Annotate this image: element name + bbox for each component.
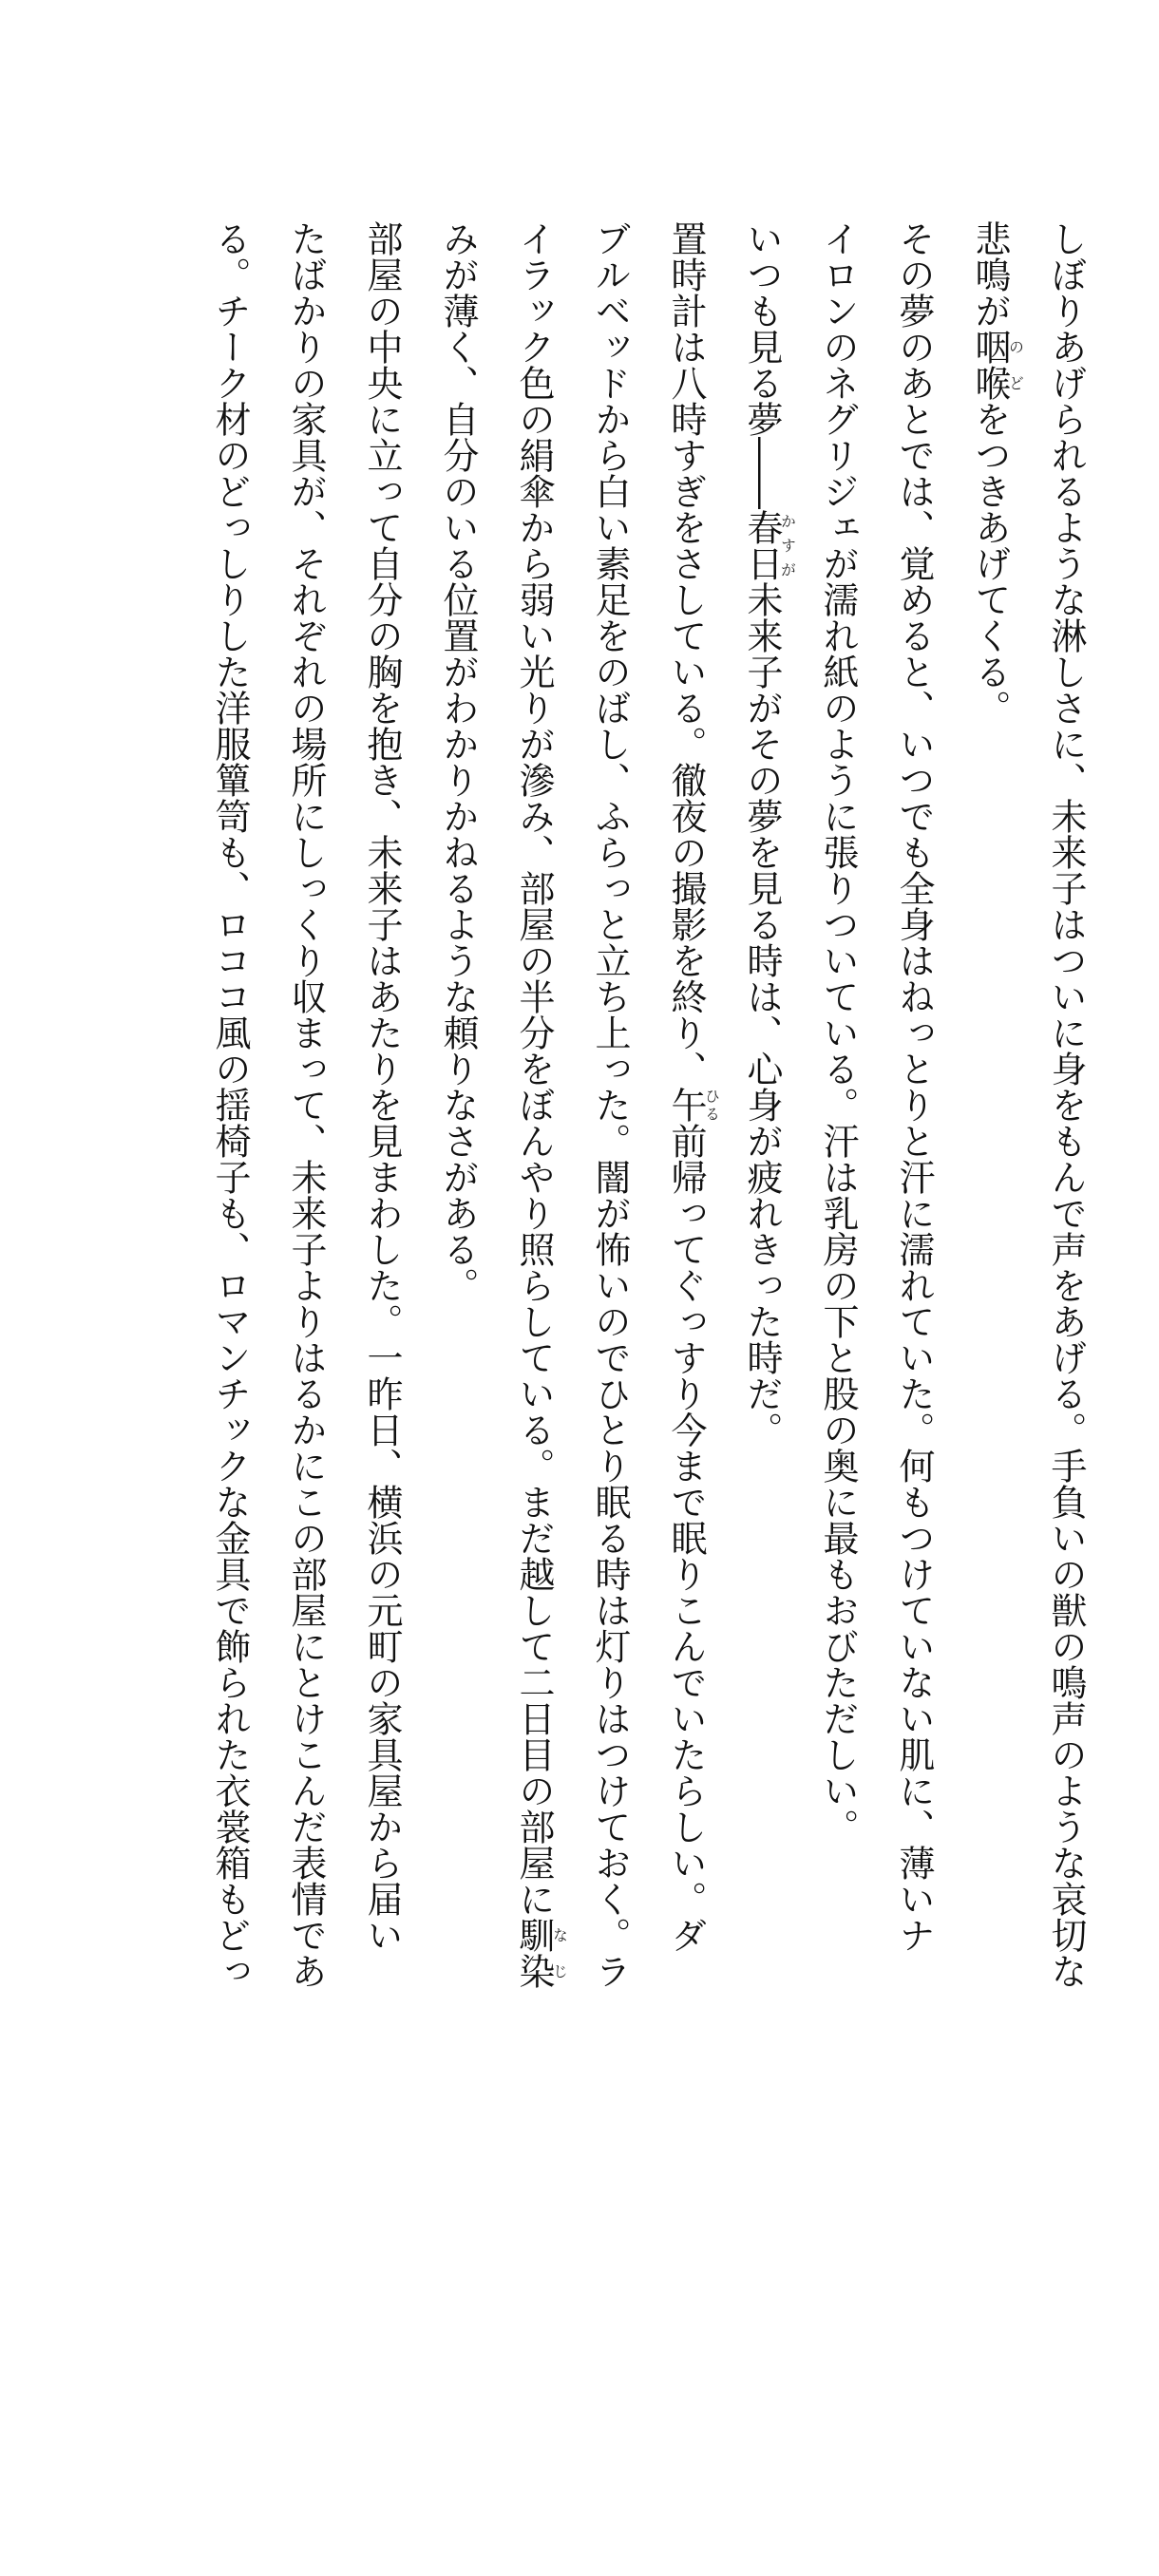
- text-line-8: イラック色の絹傘から弱い光りが滲み、部屋の半分をぼんやり照らしている。まだ越して二日目の部屋に馴染なじ: [513, 220, 569, 1989]
- text-line-1: しぼりあげられるような淋しさに、未来子はついに身をもんで声をあげる。手負いの獣の鳴声のような哀切な: [1045, 220, 1087, 1989]
- ruby-kasuga: 春日かすが: [741, 509, 797, 581]
- text-line-9: みが薄く、自分のいる位置がわかりかねるような頼りなさがある。: [437, 220, 479, 1303]
- ruby-hiru: 午ひる: [665, 1087, 721, 1123]
- ruby-text-hiru: ひる: [702, 1087, 721, 1123]
- text-line-3: その夢のあとでは、覚めると、いつでも全身はねっとりと汗に濡れていた。何もつけていない肌に、薄いナ: [893, 220, 935, 1953]
- ruby-nodo: 咽喉のど: [969, 329, 1025, 401]
- ruby-naji: 馴染なじ: [513, 1917, 569, 1989]
- ruby-text-nodo: のど: [1006, 329, 1025, 401]
- text-line-11: たばかりの家具が、それぞれの場所にしっくり収まって、未来子よりはるかにこの部屋にとけこんだ表情であ: [285, 220, 327, 1989]
- vertical-text-body: [192, 220, 1104, 2538]
- text-line-2: 悲鳴が咽喉のどをつきあげてくる。: [969, 220, 1025, 726]
- ruby-text-kasuga: かすが: [778, 509, 797, 581]
- ruby-text-naji: なじ: [550, 1917, 569, 1989]
- text-line-7: ブルベッドから白い素足をのばし、ふらっと立ち上った。闇が怖いのでひとり眠る時は灯りはつけておく。ラ: [589, 220, 631, 1989]
- text-line-12: る。チーク材のどっしりした洋服簞笥も、ロココ風の揺椅子も、ロマンチックな金具で飾られた衣裳箱もどっ: [209, 220, 251, 1989]
- text-line-10: 部屋の中央に立って自分の胸を抱き、未来子はあたりを見まわした。一昨日、横浜の元町の家具屋から届い: [361, 220, 403, 1953]
- text-line-6: 置時計は八時すぎをさしている。徹夜の撮影を終り、午ひる前帰ってぐっすり今まで眠りこんでいたらしい。ダ: [665, 220, 721, 1953]
- text-line-5: いつも見る夢――春日かすが未来子がその夢を見る時は、心身が疲れきった時だ。: [741, 220, 797, 1448]
- text-line-4: イロンのネグリジェが濡れ紙のように張りついている。汗は乳房の下と股の奥に最もおびただしい。: [817, 220, 859, 1845]
